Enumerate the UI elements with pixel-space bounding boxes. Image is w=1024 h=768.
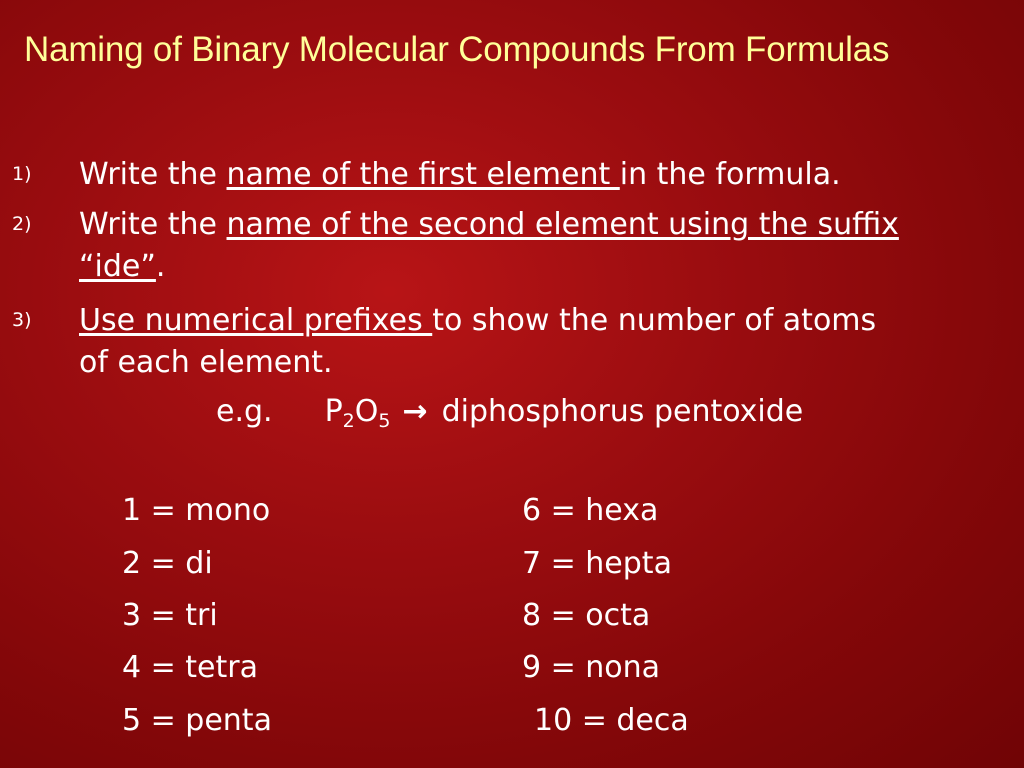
step-number: 3) [12,309,32,331]
prefix-item: 1 = mono [122,493,271,528]
example-line [216,394,803,432]
example-label: e.g. [216,394,273,429]
step-text-underlined: name of the second element using the suffix “ide” [79,207,899,284]
prefix-item: 6 = hexa [522,493,659,528]
prefix-item: 2 = di [122,546,213,581]
step-number: 2) [12,213,32,235]
formula-subscript-1: 2 [342,410,355,432]
formula-o: O [354,394,379,429]
step-text-pre: Write the [79,157,227,192]
prefix-item: 4 = tetra [122,650,258,685]
step-number: 1) [12,163,32,185]
step-text [79,204,939,288]
arrow-right-icon: → [402,394,428,429]
prefix-item: 5 = penta [122,703,272,738]
step-text-pre: Write the [79,207,227,242]
step-text-post: to show the number of atoms of each element. [79,303,877,380]
prefix-item: 7 = hepta [522,546,672,581]
step-text-post: in the formula. [619,157,841,192]
prefix-item: 3 = tri [122,598,218,633]
formula-subscript-2: 5 [378,410,391,432]
compound-name: diphosphorus pentoxide [441,394,804,429]
formula-p: P [324,394,343,429]
step-text [79,300,909,384]
slide-title: Naming of Binary Molecular Compounds From Formulas [24,30,890,69]
step-text-underlined: name of the first element [226,157,620,192]
step-text [79,154,979,196]
prefix-item: 8 = octa [522,598,651,633]
step-text-post: . [155,249,166,284]
prefix-item: 10 = deca [534,703,689,738]
prefix-item: 9 = nona [522,650,661,685]
step-text-underlined: Use numerical prefixes [79,303,433,338]
